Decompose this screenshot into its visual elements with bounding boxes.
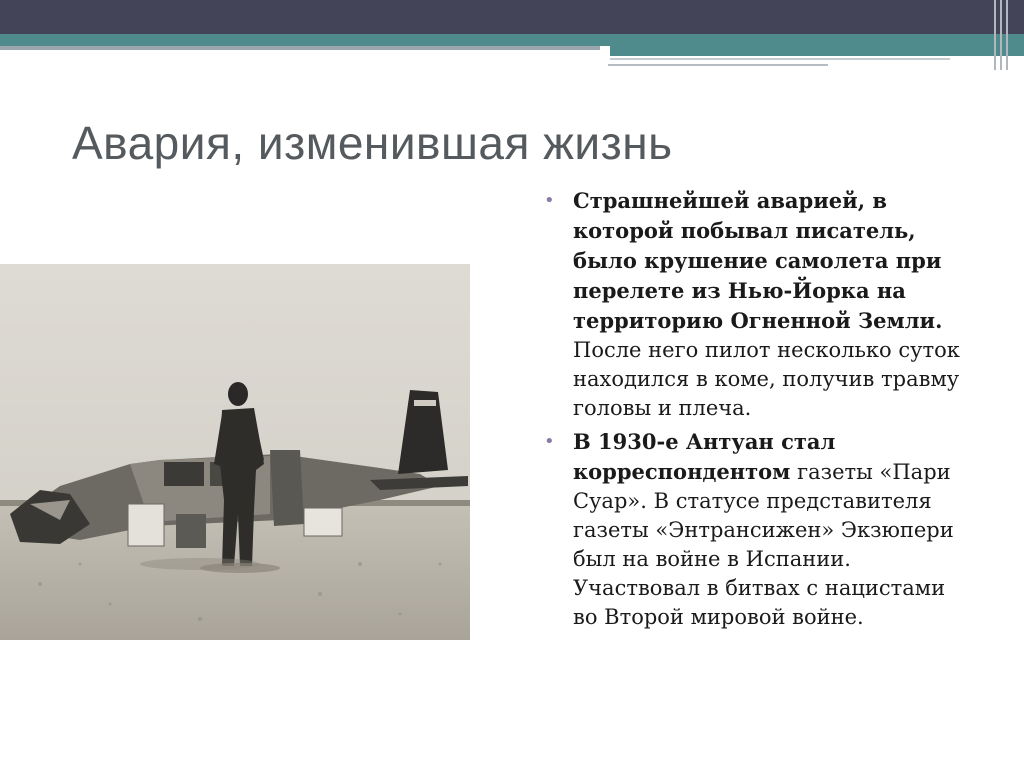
bullet-text: После него пилот несколько суток находился в коме, получив травму головы и плеча.: [573, 338, 960, 420]
plane-crash-photo: [0, 264, 470, 640]
header-bar-dark: [0, 0, 1024, 34]
bullet-bold-text: Страшнейшей аварией, в которой побывал писатель, было крушение самолета при перелете из Нью-Йорка на территорию Огненной Земли.: [573, 188, 943, 333]
bullet-item: [540, 427, 970, 632]
header-vertical-line: [1000, 0, 1002, 70]
bullet-list: [540, 186, 970, 636]
bullet-dot-icon: •: [544, 190, 555, 211]
header-vertical-line: [1006, 0, 1008, 70]
bullet-bold-text: В 1930-е Антуан стал корреспондентом: [573, 429, 836, 484]
header-bar-teal: [0, 34, 1024, 46]
slide-title: Авария, изменившая жизнь: [72, 117, 673, 169]
bullet-text: газеты «Пари Суар». В статусе представителя газеты «Энтрансижен» Экзюпери был на войне в Испании. Участвовал в битвах с нацистами во Второй мировой войне.: [573, 460, 954, 629]
bullet-item: [540, 186, 970, 423]
header-bar-teal-right: [610, 46, 1024, 56]
header-line: [610, 58, 950, 60]
header-bar-gray: [0, 46, 600, 50]
header-vertical-line: [994, 0, 996, 70]
bullet-dot-icon: •: [544, 431, 555, 452]
header-line-short: [608, 64, 828, 66]
